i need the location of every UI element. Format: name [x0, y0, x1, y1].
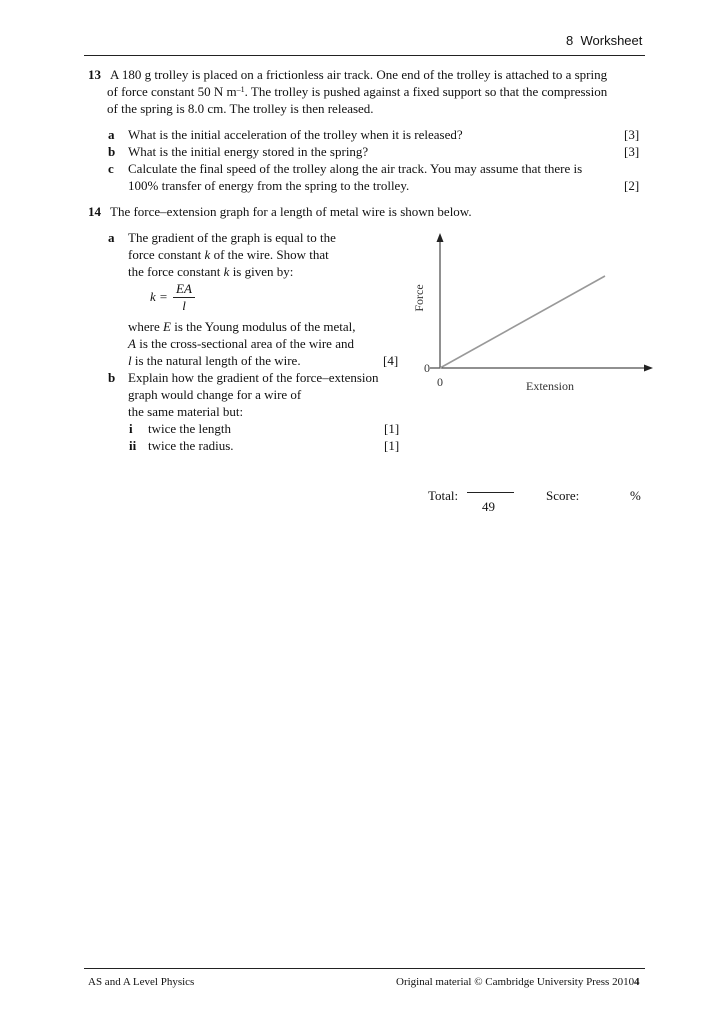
q13-part-b-text: What is the initial energy stored in the spring? [128, 144, 369, 159]
question-13-number: 13 [88, 67, 101, 82]
q14-a-line2-post: of the wire. Show that [210, 247, 329, 262]
q14-part-a-label: a [108, 230, 115, 245]
q14-sub-ii-text: twice the radius. [148, 438, 234, 453]
q13-line2-part-b: . The trolley is pushed against a fixed support so that the compression [244, 84, 608, 99]
q14-part-a-line-3 [128, 263, 293, 280]
score-label: Score: [546, 488, 580, 503]
q14-sub-ii-label: ii [129, 438, 137, 453]
formula-numerator: EA [176, 281, 192, 296]
question-14-intro: The force–extension graph for a length of metal wire is shown below. [110, 204, 472, 219]
q14-part-a-line-1: The gradient of the graph is equal to the [128, 230, 336, 245]
q13-part-b-marks: [3] [624, 144, 640, 159]
footer-copyright: Original material © Cambridge University Press 2010 [396, 976, 635, 988]
q14-where-line-1 [128, 318, 356, 335]
symbol-k: k [204, 247, 211, 262]
q13-line2-superscript: –1 [236, 85, 245, 94]
q13-part-c-text-line-2: 100% transfer of energy from the spring to the trolley. [128, 178, 410, 193]
q14-sub-i-marks: [1] [384, 421, 400, 436]
formula-denominator: l [182, 298, 186, 313]
header-rule [84, 55, 645, 56]
percent-sign: % [630, 488, 641, 503]
x-axis-arrow-icon [644, 365, 653, 372]
q13-part-c-label: c [108, 161, 114, 176]
symbol-l: l [128, 353, 132, 368]
footer-rule [84, 968, 645, 969]
where1-text: is the Young modulus of the metal, [170, 319, 356, 334]
symbol-E: E [163, 319, 171, 334]
q13-part-a-label: a [108, 127, 115, 142]
question-14-number: 14 [88, 204, 101, 219]
y-axis-arrow-icon [437, 233, 444, 242]
where2-text: is the cross-sectional area of the wire and [135, 336, 354, 351]
y-origin-label: 0 [424, 361, 430, 375]
question-13-line-1: A 180 g trolley is placed on a frictionless air track. One end of the trolley is attached to a spring [110, 67, 608, 82]
where3-text: is the natural length of the wire. [131, 353, 301, 368]
q13-part-a-text: What is the initial acceleration of the trolley when it is released? [128, 127, 463, 142]
x-origin-label: 0 [437, 375, 443, 389]
q14-part-b-label: b [108, 370, 116, 385]
page-header [566, 33, 642, 48]
q14-part-a-marks: [4] [383, 353, 399, 368]
chapter-number: 8 [566, 33, 574, 48]
q14-part-b-line-1: Explain how the gradient of the force–extension [128, 370, 379, 385]
y-axis-label: Force [412, 284, 426, 312]
q14-sub-i-label: i [129, 421, 133, 436]
q14-sub-i-text: twice the length [148, 421, 232, 436]
q14-a-line3-post: is given by: [229, 264, 294, 279]
q14-a-line2-pre: force constant [128, 247, 205, 262]
q13-part-a-marks: [3] [624, 127, 640, 142]
force-extension-graph [405, 228, 665, 398]
total-answer-line [467, 492, 514, 493]
q14-part-b-line-2: graph would change for a wire of [128, 387, 302, 402]
header-title: Worksheet [580, 33, 643, 48]
q13-part-c-marks: [2] [624, 178, 640, 193]
x-axis-label: Extension [526, 379, 574, 393]
total-label: Total: [428, 488, 459, 503]
q14-a-line3-pre: the force constant [128, 264, 224, 279]
question-13-line-3: of the spring is 8.0 cm. The trolley is then released. [107, 101, 374, 116]
q13-part-b-label: b [108, 144, 116, 159]
q14-where-line-2 [128, 335, 354, 352]
symbol-k: k [223, 264, 230, 279]
formula-lhs: k = [150, 289, 168, 304]
symbol-A: A [128, 336, 136, 351]
question-13-line-2 [107, 83, 607, 100]
q14-part-a-line-2 [128, 246, 329, 263]
page-number: 4 [634, 976, 640, 988]
q13-line2-part-a: of force constant 50 N m [107, 84, 237, 99]
q14-part-b-line-3: the same material but: [128, 404, 244, 419]
total-denominator: 49 [482, 499, 495, 514]
where-word: where [128, 319, 164, 334]
q14-where-line-3 [128, 352, 301, 369]
q14-sub-ii-marks: [1] [384, 438, 400, 453]
q13-part-c-text-line-1: Calculate the final speed of the trolley along the air track. You may assume that there is [128, 161, 583, 176]
footer-left: AS and A Level Physics [88, 976, 195, 988]
force-extension-line [440, 276, 605, 368]
